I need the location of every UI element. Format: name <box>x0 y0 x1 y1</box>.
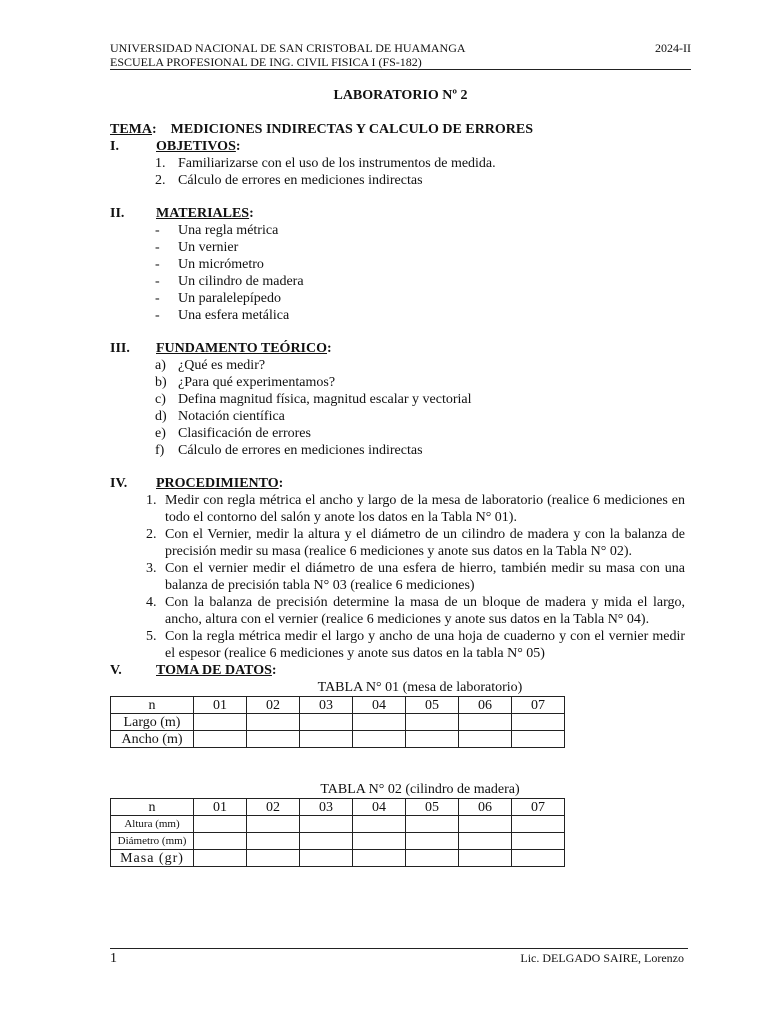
list-item <box>110 442 685 459</box>
step-text: Con el vernier medir el diámetro de una esfera de hierro, también medir su masa con una balanza de precisión tabla N° 03 (realice 6 mediciones) <box>165 561 685 593</box>
section-colon: : <box>327 341 332 356</box>
data-cell[interactable] <box>512 714 565 731</box>
list-item <box>110 408 685 425</box>
list-item <box>110 155 685 172</box>
table-header-cell: 06 <box>459 697 512 714</box>
university-name: UNIVERSIDAD NACIONAL DE SAN CRISTOBAL DE HUAMANGA <box>110 41 466 55</box>
page-number: 1 <box>110 951 117 966</box>
table-header-cell: 04 <box>353 697 406 714</box>
list-text: Un micrómetro <box>178 257 264 272</box>
data-cell[interactable] <box>512 731 565 748</box>
table-row <box>111 714 565 731</box>
section-colon: : <box>271 663 277 678</box>
table-header-cell: 05 <box>406 697 459 714</box>
section-materiales-heading <box>110 205 685 222</box>
document-body <box>110 121 685 867</box>
data-cell[interactable] <box>194 850 247 867</box>
list-marker: - <box>155 257 160 272</box>
step-number: 3. <box>146 561 157 576</box>
list-text: Defina magnitud física, magnitud escalar y vectorial <box>178 392 472 407</box>
row-label: Altura (mm) <box>111 816 194 833</box>
data-cell[interactable] <box>512 816 565 833</box>
data-cell[interactable] <box>353 731 406 748</box>
list-item <box>110 290 685 307</box>
list-marker: - <box>155 291 160 306</box>
section-colon: : <box>278 476 284 491</box>
data-cell[interactable] <box>247 816 300 833</box>
objetivos-list <box>110 155 685 189</box>
data-cell[interactable] <box>512 850 565 867</box>
table-header-cell: 07 <box>512 697 565 714</box>
table-header-cell: 06 <box>459 799 512 816</box>
list-text: Notación científica <box>178 409 285 424</box>
table1-caption: TABLA N° 01 (mesa de laboratorio) <box>317 680 523 695</box>
school-name: ESCUELA PROFESIONAL DE ING. CIVIL FISICA I (FS-182) <box>110 55 422 69</box>
list-item <box>110 222 685 239</box>
list-text: Un paralelepípedo <box>178 291 282 306</box>
row-label: Masa (gr) <box>111 850 194 867</box>
table1 <box>110 696 565 748</box>
data-cell[interactable] <box>353 850 406 867</box>
section-toma-heading <box>110 662 685 679</box>
list-item <box>110 239 685 256</box>
document-title: LABORATORIO Nº 2 <box>333 88 468 103</box>
header-divider <box>110 69 691 70</box>
table-header-cell: n <box>111 697 194 714</box>
table2-caption: TABLA N° 02 (cilindro de madera) <box>320 782 520 797</box>
data-cell[interactable] <box>459 833 512 850</box>
list-marker: 2. <box>155 173 166 188</box>
list-text: Una regla métrica <box>178 223 279 238</box>
procedure-step <box>110 560 685 594</box>
table-header-cell: 01 <box>194 799 247 816</box>
data-cell[interactable] <box>406 714 459 731</box>
list-text: Cálculo de errores en mediciones indirectas <box>178 173 423 188</box>
data-cell[interactable] <box>300 833 353 850</box>
list-text: ¿Para qué experimentamos? <box>178 375 336 390</box>
data-cell[interactable] <box>459 816 512 833</box>
footer-divider <box>110 948 688 949</box>
list-item <box>110 172 685 189</box>
list-text: Un cilindro de madera <box>178 274 304 289</box>
table-row <box>111 833 565 850</box>
list-item <box>110 391 685 408</box>
tema-line <box>110 121 685 138</box>
data-cell[interactable] <box>194 816 247 833</box>
table-header-cell: 01 <box>194 697 247 714</box>
list-item <box>110 357 685 374</box>
section-title: TOMA DE DATOS <box>156 663 272 678</box>
procedure-step <box>110 594 685 628</box>
table-header-cell: 03 <box>300 799 353 816</box>
list-marker: - <box>155 240 160 255</box>
section-objetivos-heading <box>110 138 685 155</box>
data-cell[interactable] <box>512 833 565 850</box>
step-number: 2. <box>146 527 157 542</box>
list-marker: - <box>155 274 160 289</box>
table-header-cell: 04 <box>353 799 406 816</box>
list-item <box>110 374 685 391</box>
table1-block <box>110 679 730 748</box>
table-header-cell: 02 <box>247 697 300 714</box>
table-header-cell: 02 <box>247 799 300 816</box>
row-label: Largo (m) <box>111 714 194 731</box>
table-header-cell: 03 <box>300 697 353 714</box>
list-marker: f) <box>155 443 165 458</box>
list-marker: c) <box>155 392 166 407</box>
data-cell[interactable] <box>300 714 353 731</box>
data-cell[interactable] <box>300 731 353 748</box>
list-item <box>110 425 685 442</box>
step-text: Medir con regla métrica el ancho y largo de la mesa de laboratorio (realice 6 mediciones en todo el contorno del salón y anote los datos en la Tabla N° 01). <box>165 493 685 525</box>
list-marker: e) <box>155 426 166 441</box>
step-number: 1. <box>146 493 157 508</box>
row-label: Diámetro (mm) <box>111 833 194 850</box>
section-number: IV. <box>110 476 128 491</box>
data-cell[interactable] <box>353 816 406 833</box>
step-number: 4. <box>146 595 157 610</box>
section-title: MATERIALES <box>156 206 250 221</box>
table-header-cell: 07 <box>512 799 565 816</box>
procedure-step <box>110 526 685 560</box>
table-header-row <box>111 697 565 714</box>
procedure-step <box>110 492 685 526</box>
list-marker: - <box>155 223 160 238</box>
section-number: III. <box>110 341 130 356</box>
step-text: Con la regla métrica medir el largo y ancho de una hoja de cuaderno y con el vernier medir el espesor (realice 6 mediciones y anote sus datos en la tabla N° 05) <box>165 629 685 661</box>
list-marker: d) <box>155 409 167 424</box>
footer-author: Lic. DELGADO SAIRE, Lorenzo <box>520 951 684 965</box>
data-cell[interactable] <box>247 850 300 867</box>
data-cell[interactable] <box>406 816 459 833</box>
list-text: Familiarizarse con el uso de los instrumentos de medida. <box>178 156 496 171</box>
procedimiento-list <box>110 492 685 662</box>
table-header-cell: n <box>111 799 194 816</box>
list-item <box>110 273 685 290</box>
data-cell[interactable] <box>300 816 353 833</box>
list-text: ¿Qué es medir? <box>178 358 266 373</box>
table2 <box>110 798 565 867</box>
list-text: Cálculo de errores en mediciones indirectas <box>178 443 423 458</box>
step-text: Con el Vernier, medir la altura y el diámetro de un cilindro de madera y con la balanza de precisión medir su masa (realice 6 mediciones y anote sus datos en la Tabla N° 02). <box>165 527 685 559</box>
table-header-row <box>111 799 565 816</box>
data-cell[interactable] <box>300 850 353 867</box>
data-cell[interactable] <box>406 833 459 850</box>
list-marker: - <box>155 308 160 323</box>
section-title: OBJETIVOS <box>156 139 236 154</box>
section-fundamento-heading <box>110 340 685 357</box>
section-title: FUNDAMENTO TEÓRICO <box>156 341 328 356</box>
table-row <box>111 731 565 748</box>
table-row <box>111 850 565 867</box>
data-cell[interactable] <box>406 731 459 748</box>
semester: 2024-II <box>655 41 691 55</box>
data-cell[interactable] <box>194 714 247 731</box>
step-number: 5. <box>146 629 157 644</box>
list-item <box>110 256 685 273</box>
step-text: Con la balanza de precisión determine la masa de un bloque de madera y mida el largo, ancho, altura con el vernier (realice 6 mediciones y anote sus datos en la Tabla N° 04). <box>165 595 685 627</box>
data-cell[interactable] <box>406 850 459 867</box>
tema-label: TEMA <box>110 122 152 137</box>
data-cell[interactable] <box>459 731 512 748</box>
table-header-cell: 05 <box>406 799 459 816</box>
data-cell[interactable] <box>247 731 300 748</box>
section-number: V. <box>110 663 122 678</box>
tema-text: MEDICIONES INDIRECTAS Y CALCULO DE ERRORES <box>170 122 534 137</box>
section-title: PROCEDIMIENTO <box>156 476 279 491</box>
section-number: II. <box>110 206 125 221</box>
materiales-list <box>110 222 685 324</box>
section-number: I. <box>110 139 119 154</box>
procedure-step <box>110 628 685 662</box>
data-cell[interactable] <box>459 714 512 731</box>
page-header <box>110 41 691 69</box>
list-text: Un vernier <box>178 240 239 255</box>
data-cell[interactable] <box>459 850 512 867</box>
tema-colon: : <box>152 122 157 137</box>
section-procedimiento-heading <box>110 475 685 492</box>
data-cell[interactable] <box>353 833 406 850</box>
list-marker: 1. <box>155 156 166 171</box>
section-colon: : <box>249 206 254 221</box>
list-item <box>110 307 685 324</box>
list-text: Una esfera metálica <box>178 308 290 323</box>
data-cell[interactable] <box>353 714 406 731</box>
fundamento-list <box>110 357 685 459</box>
table2-block <box>110 781 730 867</box>
data-cell[interactable] <box>194 833 247 850</box>
row-label: Ancho (m) <box>111 731 194 748</box>
data-cell[interactable] <box>247 833 300 850</box>
section-colon: : <box>235 139 241 154</box>
list-marker: b) <box>155 375 167 390</box>
data-cell[interactable] <box>247 714 300 731</box>
table-row <box>111 816 565 833</box>
list-text: Clasificación de errores <box>178 426 311 441</box>
list-marker: a) <box>155 358 166 373</box>
data-cell[interactable] <box>194 731 247 748</box>
